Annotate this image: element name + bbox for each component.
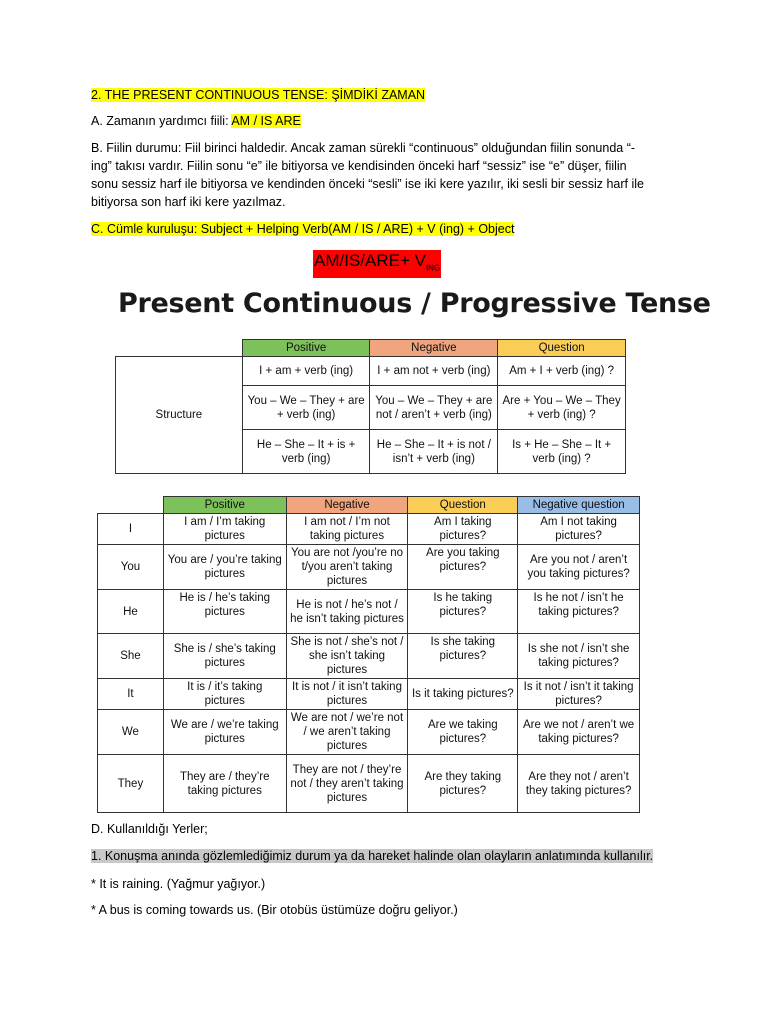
negative-cell: We are not / we’re not / we aren’t taking pictures: [286, 710, 408, 755]
table-row: [98, 590, 640, 634]
negative-question-cell: Is he not / isn’t he taking pictures?: [518, 590, 640, 634]
positive-cell: You are / you’re taking pictures: [163, 545, 286, 590]
question-cell: Are you taking pictures?: [408, 545, 518, 590]
question-cell: Am I taking pictures?: [408, 514, 518, 545]
header-positive: Positive: [163, 497, 286, 514]
subject-cell: He: [98, 590, 164, 634]
positive-cell: He is / he’s taking pictures: [163, 590, 286, 634]
structure-cell: I + am + verb (ing): [242, 357, 370, 386]
table-row: [98, 755, 640, 813]
negative-cell: He is not / he’s not / he isn’t taking pictures: [286, 590, 408, 634]
positive-cell: They are / they’re taking pictures: [163, 755, 286, 813]
formula-highlight: [313, 250, 441, 278]
section-a-label: A. Zamanın yardımcı fiili:: [91, 114, 229, 128]
subject-cell: I: [98, 514, 164, 545]
negative-cell: It is not / it isn’t taking pictures: [286, 679, 408, 710]
subject-cell: They: [98, 755, 164, 813]
subject-cell: She: [98, 634, 164, 679]
pronoun-table: [97, 496, 640, 813]
structure-cell: I + am not + verb (ing): [370, 357, 498, 386]
usage-1: [91, 848, 653, 865]
positive-cell: I am / I’m taking pictures: [163, 514, 286, 545]
structure-cell: You – We – They + are + verb (ing): [242, 386, 370, 430]
positive-cell: She is / she’s taking pictures: [163, 634, 286, 679]
header-negative-question: Negative question: [518, 497, 640, 514]
question-cell: Are they taking pictures?: [408, 755, 518, 813]
negative-question-cell: Is it not / isn’t it taking pictures?: [518, 679, 640, 710]
negative-cell: They are not / they’re not / they aren’t taking pictures: [286, 755, 408, 813]
negative-question-cell: Are they not / aren’t they taking pictures?: [518, 755, 640, 813]
pronoun-header-row: [98, 497, 640, 514]
section-heading: [91, 87, 425, 104]
usage-1-text: 1. Konuşma anında gözlemlediğimiz durum ya da hareket halinde olan olayların anlatımında kullanılır.: [91, 849, 654, 863]
table-row: [98, 710, 640, 755]
structure-cell: He – She – It + is + verb (ing): [242, 430, 370, 474]
example-line: * A bus is coming towards us. (Bir otobüs üstümüze doğru geliyor.): [91, 903, 458, 917]
subject-cell: It: [98, 679, 164, 710]
heading-text: 2. THE PRESENT CONTINUOUS TENSE: ŞİMDİKİ ZAMAN: [91, 88, 426, 102]
structure-header-row: [116, 340, 626, 357]
structure-cell: Is + He – She – It + verb (ing) ?: [498, 430, 626, 474]
table-row: [98, 545, 640, 590]
figure-title: Present Continuous / Progressive Tense: [118, 288, 711, 319]
example-line: * It is raining. (Yağmur yağıyor.): [91, 877, 266, 891]
header-negative: Negative: [370, 340, 498, 357]
question-cell: Is she taking pictures?: [408, 634, 518, 679]
section-a: [91, 113, 301, 130]
table-row: [98, 514, 640, 545]
subject-cell: You: [98, 545, 164, 590]
structure-cell: He – She – It + is not / isn’t + verb (ing): [370, 430, 498, 474]
negative-question-cell: Am I not taking pictures?: [518, 514, 640, 545]
header-negative: Negative: [286, 497, 408, 514]
formula-subscript: ING: [425, 263, 441, 273]
negative-cell: You are not /you’re no t/you aren’t taking pictures: [286, 545, 408, 590]
section-b-line: B. Fiilin durumu: Fiil birinci haldedir. Ancak zaman sürekli “continuous” olduğundan fiilin sonunda “-: [91, 141, 636, 155]
structure-row: [116, 357, 626, 386]
negative-question-cell: Are you not / aren’t you taking pictures?: [518, 545, 640, 590]
negative-cell: I am not / I’m not taking pictures: [286, 514, 408, 545]
section-c-text: C. Cümle kuruluşu: Subject + Helping Verb(AM / IS / ARE) + V (ing) + Object: [91, 222, 515, 236]
section-b-paragraph: [91, 139, 669, 211]
section-c: [91, 221, 514, 238]
structure-row-label: Structure: [116, 357, 243, 474]
table-row: [98, 634, 640, 679]
structure-table: [115, 339, 626, 474]
question-cell: Are we taking pictures?: [408, 710, 518, 755]
section-d-title: D. Kullanıldığı Yerler;: [91, 822, 208, 836]
header-positive: Positive: [242, 340, 370, 357]
positive-cell: We are / we’re taking pictures: [163, 710, 286, 755]
header-question: Question: [498, 340, 626, 357]
question-cell: Is it taking pictures?: [408, 679, 518, 710]
header-question: Question: [408, 497, 518, 514]
section-b-line: ing” takısı vardır. Fiilin sonu “e” ile bitiyorsa ve kendisinden önceki harf “sessiz” ise “e” düşer, fiilin: [91, 159, 627, 173]
formula-main: AM/IS/ARE+ V: [314, 251, 426, 270]
blank-corner-cell: [116, 340, 243, 357]
negative-question-cell: Are we not / aren’t we taking pictures?: [518, 710, 640, 755]
blank-corner-cell: [98, 497, 164, 514]
question-cell: Is he taking pictures?: [408, 590, 518, 634]
structure-cell: Are + You – We – They + verb (ing) ?: [498, 386, 626, 430]
structure-cell: Am + I + verb (ing) ?: [498, 357, 626, 386]
negative-question-cell: Is she not / isn’t she taking pictures?: [518, 634, 640, 679]
table-row: [98, 679, 640, 710]
subject-cell: We: [98, 710, 164, 755]
negative-cell: She is not / she’s not / she isn’t taking pictures: [286, 634, 408, 679]
positive-cell: It is / it’s taking pictures: [163, 679, 286, 710]
section-a-value: AM / IS ARE: [231, 114, 301, 128]
section-b-line: bitiyorsa son harf iki kere yazılmaz.: [91, 195, 286, 209]
section-b-line: sonu sessiz harf ile bitiyorsa ve kendinden önceki “sesli” ise iki kere yazılır, iki sesli bir sessiz harf ile: [91, 177, 644, 191]
structure-cell: You – We – They + are not / aren’t + verb (ing): [370, 386, 498, 430]
